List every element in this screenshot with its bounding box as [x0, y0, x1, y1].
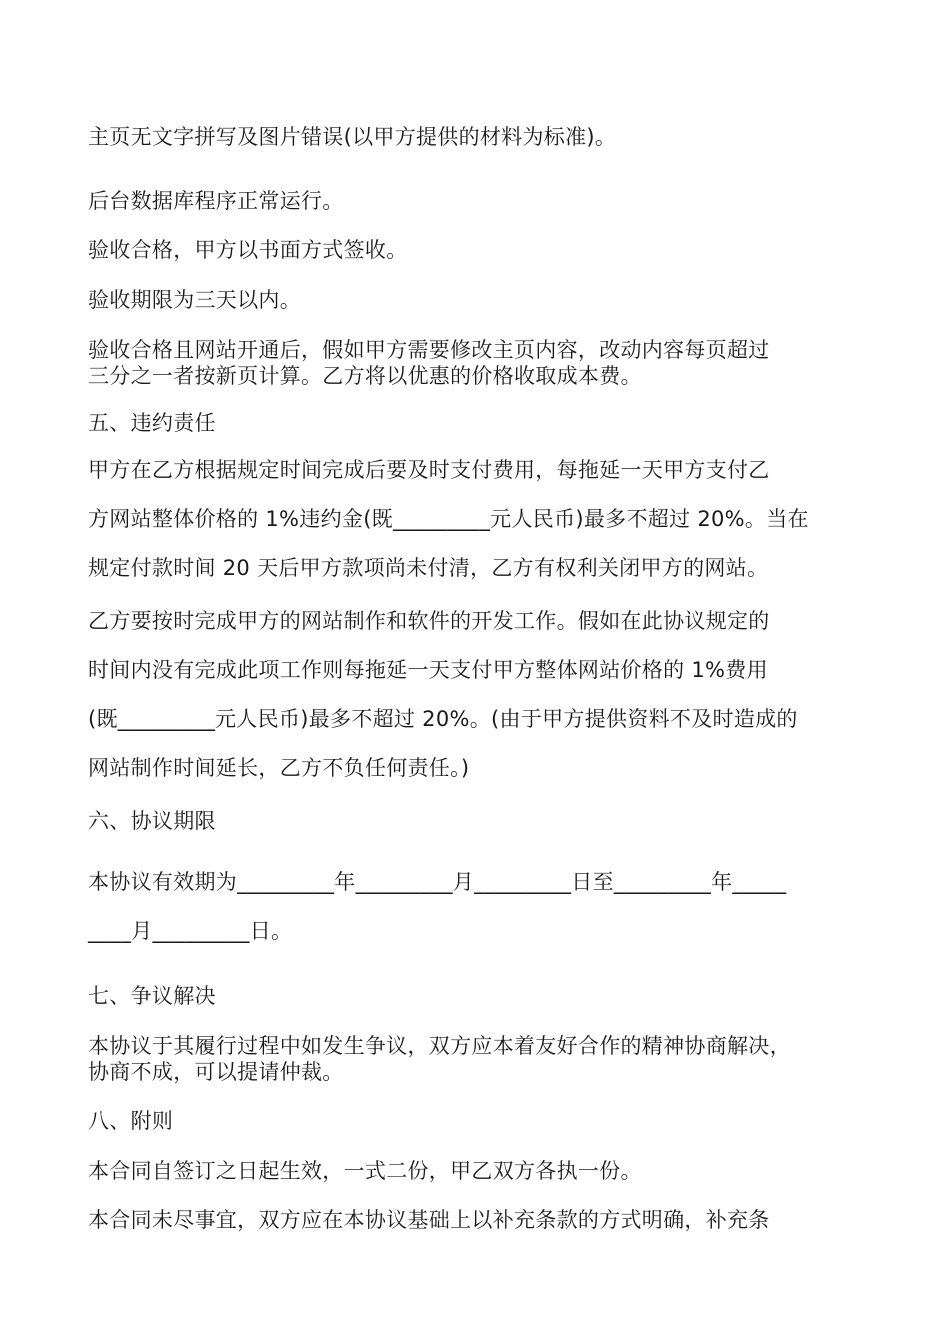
text-line: 协商不成，可以提请仲裁。	[88, 1060, 344, 1084]
acceptance-criteria-database: 后台数据库程序正常运行。	[88, 189, 344, 213]
text-line: ____月_________日。	[88, 919, 293, 943]
text-line: 乙方要按时完成甲方的网站制作和软件的开发工作。假如在此协议规定的	[88, 609, 770, 633]
section-heading-supplementary: 八、附则	[88, 1109, 174, 1133]
text-line: 网站制作时间延长，乙方不负任何责任。)	[88, 756, 470, 780]
text-line: 规定付款时间 20 天后甲方款项尚未付清，乙方有权利关闭甲方的网站。	[88, 556, 769, 580]
post-acceptance-modification	[88, 337, 878, 389]
text-line: 验收合格且网站开通后，假如甲方需要修改主页内容，改动内容每页超过	[88, 338, 770, 362]
text-line: 方网站整体价格的 1%违约金(既_________元人民币)最多不超过 20%。当在	[88, 507, 809, 531]
acceptance-criteria-homepage: 主页无文字拼写及图片错误(以甲方提供的材料为标准)。	[88, 125, 617, 149]
breach-clause-party-a	[88, 446, 878, 593]
text-line: 本协议有效期为_________年_________月_________日至_________年_____	[88, 870, 787, 894]
text-line: 时间内没有完成此项工作则每拖延一天支付甲方整体网站价格的 1%费用	[88, 658, 768, 682]
acceptance-signoff: 验收合格，甲方以书面方式签收。	[88, 238, 408, 262]
breach-clause-party-b	[88, 597, 878, 793]
dispute-resolution-clause	[88, 1033, 878, 1085]
section-heading-breach: 五、违约责任	[88, 411, 216, 435]
text-line: 三分之一者按新页计算。乙方将以优惠的价格收取成本费。	[88, 364, 642, 388]
effective-date-clause: 本合同自签订之日起生效，一式二份，甲乙双方各执一份。	[88, 1159, 642, 1183]
agreement-term-clause	[88, 858, 878, 956]
text-line: (既_________元人民币)最多不超过 20%。(由于甲方提供资料不及时造成的	[88, 707, 798, 731]
section-heading-term: 六、协议期限	[88, 809, 216, 833]
acceptance-period: 验收期限为三天以内。	[88, 288, 301, 312]
text-line: 本协议于其履行过程中如发生争议，双方应本着友好合作的精神协商解决，	[88, 1034, 791, 1058]
text-line: 甲方在乙方根据规定时间完成后要及时支付费用，每拖延一天甲方支付乙	[88, 458, 770, 482]
supplementary-terms-clause: 本合同未尽事宜，双方应在本协议基础上以补充条款的方式明确，补充条	[88, 1208, 770, 1232]
section-heading-dispute: 七、争议解决	[88, 984, 216, 1008]
